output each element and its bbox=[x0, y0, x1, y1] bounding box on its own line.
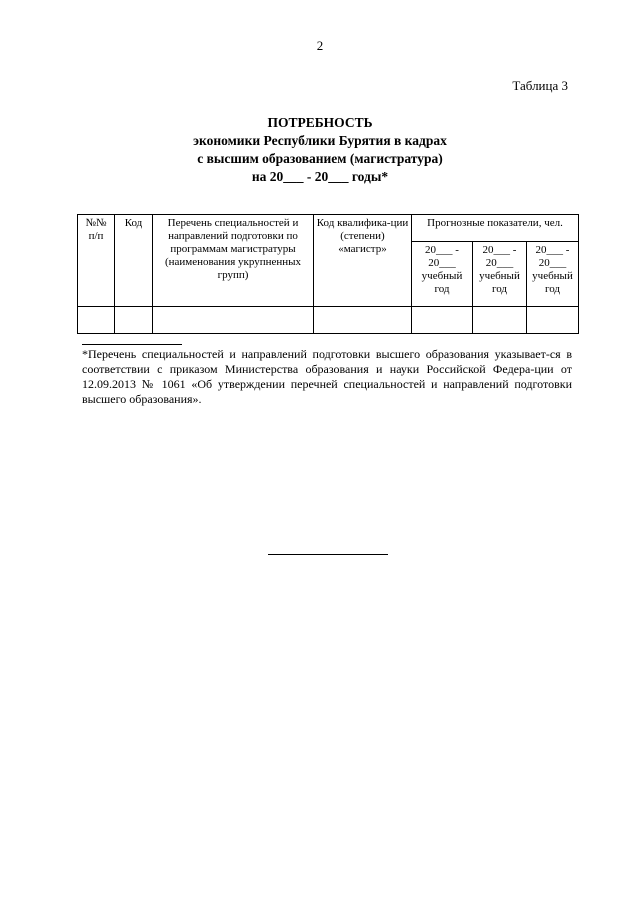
table-cell bbox=[78, 307, 115, 334]
table-cell bbox=[412, 307, 473, 334]
footnote-divider bbox=[82, 344, 182, 345]
document-title bbox=[0, 114, 640, 186]
header-year-2: 20___ - 20___ учебный год bbox=[473, 242, 527, 307]
table-cell bbox=[153, 307, 314, 334]
title-line-1: ПОТРЕБНОСТЬ bbox=[267, 115, 373, 130]
end-divider bbox=[268, 554, 388, 555]
demand-table bbox=[77, 214, 579, 334]
header-qualification-code: Код квалифика-ции (степени) «магистр» bbox=[314, 215, 412, 307]
footnote: *Перечень специальностей и направлений подготовки высшего образования указывает-ся в соответствии с приказом Министерства образования и науки Российской Федера-ции от 12.09.2013 № 1061 «Об утверждении перечней специальностей и направлений подготовки высшего образования». bbox=[82, 347, 572, 406]
header-year-3: 20___ - 20___ учебный год bbox=[527, 242, 579, 307]
title-line-2: экономики Республики Бурятия в кадрах bbox=[193, 133, 447, 148]
header-year-1: 20___ - 20___ учебный год bbox=[412, 242, 473, 307]
title-line-3: с высшим образованием (магистратура) bbox=[197, 151, 443, 166]
title-line-4: на 20___ - 20___ годы* bbox=[251, 169, 389, 184]
table-cell bbox=[115, 307, 153, 334]
header-code: Код bbox=[115, 215, 153, 307]
header-number: №№ п/п bbox=[78, 215, 115, 307]
table-caption: Таблица 3 bbox=[512, 78, 568, 93]
table-cell bbox=[527, 307, 579, 334]
header-forecast: Прогнозные показатели, чел. bbox=[412, 215, 579, 242]
page-number: 2 bbox=[316, 38, 324, 53]
header-specialty-list: Перечень специальностей и направлений подготовки по программам магистратуры (наименования укрупненных групп) bbox=[153, 215, 314, 307]
table-row bbox=[78, 307, 579, 334]
table-cell bbox=[314, 307, 412, 334]
table-cell bbox=[473, 307, 527, 334]
